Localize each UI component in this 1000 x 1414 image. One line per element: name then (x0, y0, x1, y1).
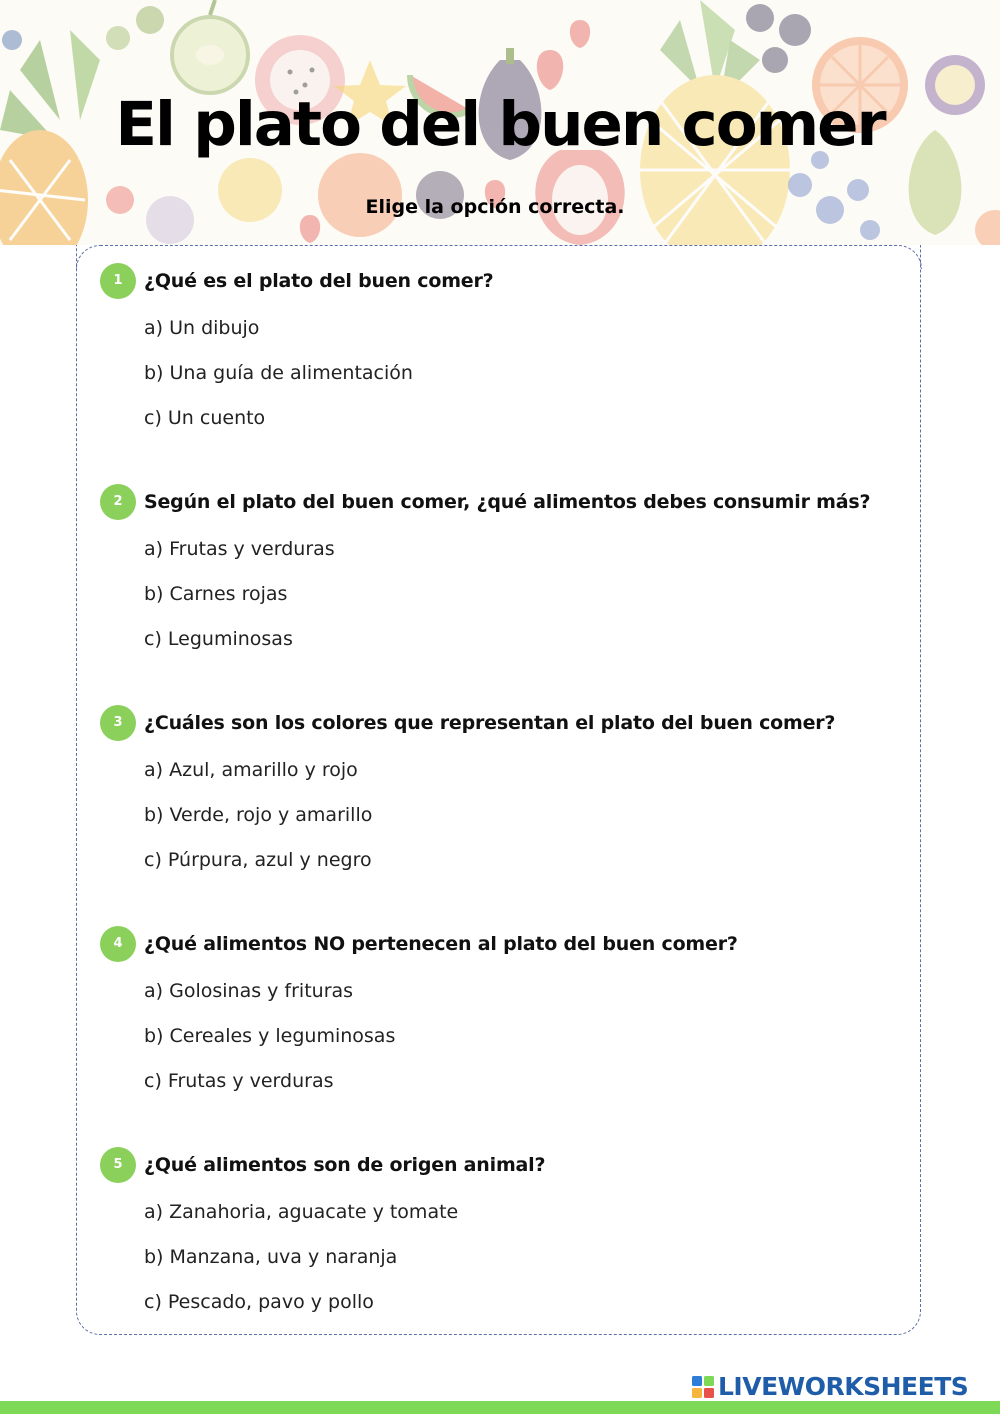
instruction-text: Elige la opción correcta. (365, 196, 625, 218)
question-1 (100, 261, 900, 441)
question-text: ¿Qué alimentos NO pertenecen al plato del buen comer? (144, 933, 738, 955)
brand-name: LIVEWORKSHEETS (718, 1372, 969, 1401)
answer-options (100, 969, 900, 1104)
option-c[interactable]: c) Leguminosas (144, 628, 293, 650)
liveworksheets-brand[interactable] (692, 1372, 968, 1402)
option-a[interactable]: a) Azul, amarillo y rojo (144, 759, 358, 781)
option-b[interactable]: b) Manzana, uva y naranja (144, 1246, 398, 1268)
option-c[interactable]: c) Pescado, pavo y pollo (144, 1291, 374, 1313)
option-b[interactable]: b) Cereales y leguminosas (144, 1025, 396, 1047)
answer-options (100, 748, 900, 883)
question-4 (100, 924, 900, 1104)
page-title: El plato del buen comer (115, 89, 885, 160)
option-b[interactable]: b) Una guía de alimentación (144, 362, 413, 384)
question-number-badge: 4 (100, 926, 136, 962)
option-c[interactable]: c) Un cuento (144, 407, 266, 429)
option-b[interactable]: b) Carnes rojas (144, 583, 288, 605)
question-number-badge: 5 (100, 1147, 136, 1183)
answer-options (100, 527, 900, 662)
option-a[interactable]: a) Frutas y verduras (144, 538, 335, 560)
option-c[interactable]: c) Frutas y verduras (144, 1070, 334, 1092)
question-number-badge: 1 (100, 263, 136, 299)
option-a[interactable]: a) Golosinas y frituras (144, 980, 354, 1002)
header-banner (0, 0, 1000, 245)
question-text: ¿Qué alimentos son de origen animal? (144, 1154, 546, 1176)
option-b[interactable]: b) Verde, rojo y amarillo (144, 804, 373, 826)
question-5 (100, 1145, 900, 1325)
question-text: ¿Qué es el plato del buen comer? (144, 270, 494, 292)
question-2 (100, 482, 900, 662)
question-text: Según el plato del buen comer, ¿qué alimentos debes consumir más? (144, 491, 871, 513)
option-a[interactable]: a) Un dibujo (144, 317, 260, 339)
option-c[interactable]: c) Púrpura, azul y negro (144, 849, 372, 871)
question-text: ¿Cuáles son los colores que representan el plato del buen comer? (144, 712, 836, 734)
answer-options (100, 306, 900, 441)
answer-options (100, 1190, 900, 1325)
option-a[interactable]: a) Zanahoria, aguacate y tomate (144, 1201, 459, 1223)
liveworksheets-logo-icon (692, 1376, 714, 1398)
footer-bar (0, 1401, 1000, 1414)
question-number-badge: 3 (100, 705, 136, 741)
question-3 (100, 703, 900, 883)
question-number-badge: 2 (100, 484, 136, 520)
